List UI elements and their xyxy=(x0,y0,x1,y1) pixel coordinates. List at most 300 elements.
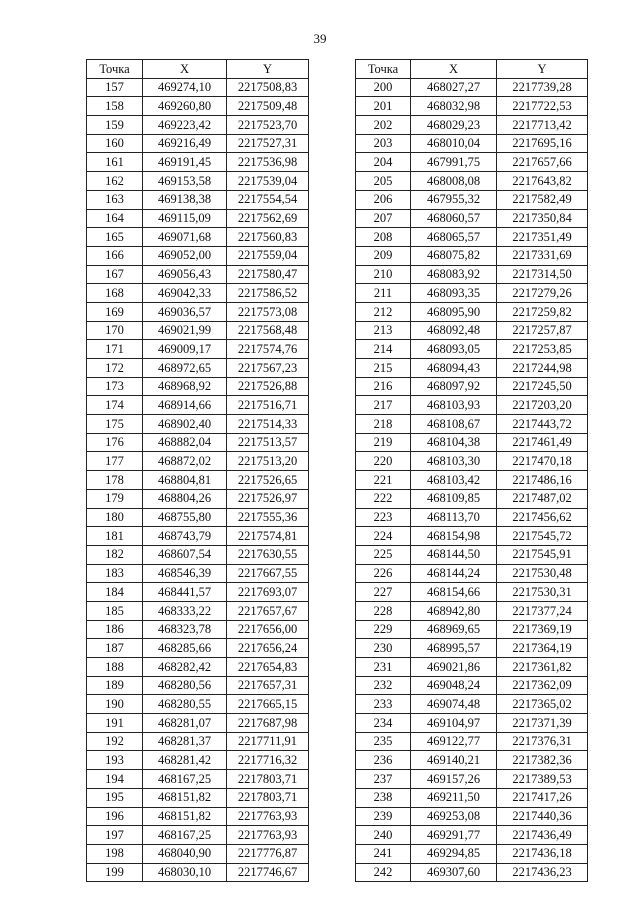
cell-y: 2217314,50 xyxy=(497,265,588,284)
cell-point: 159 xyxy=(87,116,143,135)
cell-point: 170 xyxy=(87,321,143,340)
cell-x: 468323,78 xyxy=(143,620,227,639)
table-row xyxy=(356,172,588,191)
column-header-point: Точка xyxy=(87,60,143,79)
cell-x: 469021,99 xyxy=(143,321,227,340)
cell-y: 2217722,53 xyxy=(497,97,588,116)
cell-y: 2217539,04 xyxy=(227,172,309,191)
cell-y: 2217526,97 xyxy=(227,489,309,508)
cell-y: 2217487,02 xyxy=(497,489,588,508)
cell-point: 176 xyxy=(87,433,143,452)
cell-point: 164 xyxy=(87,209,143,228)
cell-point: 228 xyxy=(356,601,411,620)
cell-x: 468095,90 xyxy=(411,302,497,321)
table-header-row xyxy=(87,60,309,79)
cell-y: 2217555,36 xyxy=(227,508,309,527)
cell-x: 468144,50 xyxy=(411,545,497,564)
table-row xyxy=(356,826,588,845)
table-row xyxy=(356,788,588,807)
cell-point: 205 xyxy=(356,172,411,191)
cell-point: 158 xyxy=(87,97,143,116)
cell-y: 2217436,18 xyxy=(497,844,588,863)
cell-x: 468441,57 xyxy=(143,583,227,602)
cell-point: 199 xyxy=(87,863,143,882)
cell-y: 2217203,20 xyxy=(497,396,588,415)
cell-y: 2217369,19 xyxy=(497,620,588,639)
cell-x: 469191,45 xyxy=(143,153,227,172)
table-row xyxy=(356,863,588,882)
table-row xyxy=(356,340,588,359)
table-row xyxy=(87,228,309,247)
cell-point: 227 xyxy=(356,583,411,602)
cell-x: 469115,09 xyxy=(143,209,227,228)
cell-point: 212 xyxy=(356,302,411,321)
cell-y: 2217586,52 xyxy=(227,284,309,303)
table-row xyxy=(87,770,309,789)
cell-x: 468029,23 xyxy=(411,116,497,135)
coordinates-table-left xyxy=(86,59,309,882)
cell-point: 184 xyxy=(87,583,143,602)
cell-x: 469104,97 xyxy=(411,714,497,733)
cell-x: 468755,80 xyxy=(143,508,227,527)
table-row xyxy=(356,377,588,396)
table-row xyxy=(87,807,309,826)
table-row xyxy=(356,284,588,303)
cell-y: 2217567,23 xyxy=(227,359,309,378)
cell-x: 468065,57 xyxy=(411,228,497,247)
table-row xyxy=(87,471,309,490)
column-header-y: Y xyxy=(497,60,588,79)
table-row xyxy=(356,489,588,508)
table-row xyxy=(87,489,309,508)
cell-point: 225 xyxy=(356,545,411,564)
cell-point: 167 xyxy=(87,265,143,284)
cell-x: 468942,80 xyxy=(411,601,497,620)
cell-y: 2217536,98 xyxy=(227,153,309,172)
cell-y: 2217508,83 xyxy=(227,78,309,97)
cell-point: 188 xyxy=(87,658,143,677)
cell-y: 2217746,67 xyxy=(227,863,309,882)
cell-point: 223 xyxy=(356,508,411,527)
cell-point: 160 xyxy=(87,134,143,153)
cell-y: 2217245,50 xyxy=(497,377,588,396)
table-row xyxy=(87,377,309,396)
table-row xyxy=(87,732,309,751)
cell-point: 238 xyxy=(356,788,411,807)
cell-point: 206 xyxy=(356,190,411,209)
table-row xyxy=(87,508,309,527)
table-row xyxy=(87,340,309,359)
table-row xyxy=(87,190,309,209)
cell-point: 210 xyxy=(356,265,411,284)
cell-x: 468103,93 xyxy=(411,396,497,415)
cell-y: 2217554,54 xyxy=(227,190,309,209)
cell-y: 2217516,71 xyxy=(227,396,309,415)
cell-point: 169 xyxy=(87,302,143,321)
cell-point: 216 xyxy=(356,377,411,396)
cell-y: 2217713,42 xyxy=(497,116,588,135)
table-row xyxy=(356,714,588,733)
cell-y: 2217656,24 xyxy=(227,639,309,658)
cell-point: 222 xyxy=(356,489,411,508)
cell-x: 468008,08 xyxy=(411,172,497,191)
cell-point: 232 xyxy=(356,676,411,695)
cell-y: 2217456,62 xyxy=(497,508,588,527)
cell-y: 2217545,72 xyxy=(497,527,588,546)
cell-y: 2217695,16 xyxy=(497,134,588,153)
cell-y: 2217530,48 xyxy=(497,564,588,583)
cell-y: 2217711,91 xyxy=(227,732,309,751)
cell-point: 218 xyxy=(356,415,411,434)
coordinates-table-right xyxy=(355,59,588,882)
cell-point: 157 xyxy=(87,78,143,97)
table-row xyxy=(87,527,309,546)
cell-point: 203 xyxy=(356,134,411,153)
table-row xyxy=(356,134,588,153)
cell-y: 2217440,36 xyxy=(497,807,588,826)
cell-y: 2217389,53 xyxy=(497,770,588,789)
cell-y: 2217365,02 xyxy=(497,695,588,714)
cell-y: 2217657,31 xyxy=(227,676,309,695)
table-row xyxy=(356,228,588,247)
cell-point: 201 xyxy=(356,97,411,116)
cell-point: 198 xyxy=(87,844,143,863)
cell-y: 2217509,48 xyxy=(227,97,309,116)
cell-x: 468060,57 xyxy=(411,209,497,228)
cell-y: 2217523,70 xyxy=(227,116,309,135)
cell-x: 468902,40 xyxy=(143,415,227,434)
cell-y: 2217657,67 xyxy=(227,601,309,620)
cell-point: 194 xyxy=(87,770,143,789)
cell-point: 168 xyxy=(87,284,143,303)
table-row xyxy=(356,452,588,471)
page-number: 39 xyxy=(313,31,327,46)
cell-y: 2217331,69 xyxy=(497,246,588,265)
cell-point: 178 xyxy=(87,471,143,490)
cell-x: 468280,56 xyxy=(143,676,227,695)
cell-x: 468969,65 xyxy=(411,620,497,639)
table-row xyxy=(356,639,588,658)
cell-point: 190 xyxy=(87,695,143,714)
cell-x: 468281,37 xyxy=(143,732,227,751)
table-row xyxy=(356,116,588,135)
cell-y: 2217376,31 xyxy=(497,732,588,751)
table-row xyxy=(356,265,588,284)
cell-x: 469291,77 xyxy=(411,826,497,845)
column-header-x: X xyxy=(411,60,497,79)
cell-point: 226 xyxy=(356,564,411,583)
cell-point: 217 xyxy=(356,396,411,415)
column-header-point: Точка xyxy=(356,60,411,79)
cell-x: 468968,92 xyxy=(143,377,227,396)
cell-point: 183 xyxy=(87,564,143,583)
cell-x: 468167,25 xyxy=(143,770,227,789)
cell-point: 230 xyxy=(356,639,411,658)
cell-point: 172 xyxy=(87,359,143,378)
table-row xyxy=(356,770,588,789)
table-row xyxy=(356,153,588,172)
cell-point: 185 xyxy=(87,601,143,620)
cell-y: 2217803,71 xyxy=(227,788,309,807)
cell-point: 191 xyxy=(87,714,143,733)
cell-x: 469216,49 xyxy=(143,134,227,153)
cell-x: 468030,10 xyxy=(143,863,227,882)
cell-y: 2217657,66 xyxy=(497,153,588,172)
cell-point: 165 xyxy=(87,228,143,247)
cell-y: 2217530,31 xyxy=(497,583,588,602)
table-row xyxy=(356,751,588,770)
cell-point: 174 xyxy=(87,396,143,415)
table-row xyxy=(356,97,588,116)
cell-y: 2217461,49 xyxy=(497,433,588,452)
table-row xyxy=(87,601,309,620)
cell-point: 175 xyxy=(87,415,143,434)
cell-point: 193 xyxy=(87,751,143,770)
table-row xyxy=(87,583,309,602)
cell-x: 468804,81 xyxy=(143,471,227,490)
cell-y: 2217580,47 xyxy=(227,265,309,284)
table-row xyxy=(87,863,309,882)
cell-x: 468097,92 xyxy=(411,377,497,396)
cell-x: 468154,66 xyxy=(411,583,497,602)
cell-x: 469052,00 xyxy=(143,246,227,265)
cell-y: 2217643,82 xyxy=(497,172,588,191)
cell-point: 202 xyxy=(356,116,411,135)
cell-x: 469056,43 xyxy=(143,265,227,284)
cell-point: 195 xyxy=(87,788,143,807)
table-row xyxy=(87,415,309,434)
cell-x: 469274,10 xyxy=(143,78,227,97)
cell-y: 2217361,82 xyxy=(497,658,588,677)
cell-y: 2217763,93 xyxy=(227,826,309,845)
table-row xyxy=(87,321,309,340)
table-row xyxy=(87,78,309,97)
table-row xyxy=(87,695,309,714)
cell-point: 161 xyxy=(87,153,143,172)
cell-x: 469260,80 xyxy=(143,97,227,116)
cell-x: 468113,70 xyxy=(411,508,497,527)
cell-point: 219 xyxy=(356,433,411,452)
cell-x: 469211,50 xyxy=(411,788,497,807)
cell-point: 163 xyxy=(87,190,143,209)
cell-y: 2217582,49 xyxy=(497,190,588,209)
table-row xyxy=(356,732,588,751)
table-row xyxy=(87,620,309,639)
cell-y: 2217667,55 xyxy=(227,564,309,583)
cell-y: 2217803,71 xyxy=(227,770,309,789)
table-row xyxy=(87,134,309,153)
table-row xyxy=(87,788,309,807)
cell-y: 2217562,69 xyxy=(227,209,309,228)
cell-y: 2217527,31 xyxy=(227,134,309,153)
cell-point: 208 xyxy=(356,228,411,247)
table-row xyxy=(356,190,588,209)
cell-point: 196 xyxy=(87,807,143,826)
cell-point: 166 xyxy=(87,246,143,265)
table-row xyxy=(87,751,309,770)
cell-x: 467955,32 xyxy=(411,190,497,209)
table-row xyxy=(356,396,588,415)
cell-y: 2217776,87 xyxy=(227,844,309,863)
cell-point: 186 xyxy=(87,620,143,639)
cell-y: 2217377,24 xyxy=(497,601,588,620)
cell-y: 2217436,49 xyxy=(497,826,588,845)
cell-point: 192 xyxy=(87,732,143,751)
table-row xyxy=(356,433,588,452)
cell-x: 468040,90 xyxy=(143,844,227,863)
table-row xyxy=(356,209,588,228)
table-row xyxy=(356,302,588,321)
table-row xyxy=(87,676,309,695)
cell-y: 2217513,20 xyxy=(227,452,309,471)
cell-x: 468075,82 xyxy=(411,246,497,265)
cell-x: 468281,07 xyxy=(143,714,227,733)
table-row xyxy=(87,844,309,863)
cell-x: 469153,58 xyxy=(143,172,227,191)
cell-x: 469009,17 xyxy=(143,340,227,359)
cell-x: 469138,38 xyxy=(143,190,227,209)
table-row xyxy=(356,807,588,826)
cell-x: 468093,05 xyxy=(411,340,497,359)
cell-y: 2217259,82 xyxy=(497,302,588,321)
table-row xyxy=(356,246,588,265)
cell-y: 2217470,18 xyxy=(497,452,588,471)
table-row xyxy=(87,265,309,284)
cell-x: 469223,42 xyxy=(143,116,227,135)
table-row xyxy=(87,97,309,116)
cell-point: 211 xyxy=(356,284,411,303)
cell-point: 239 xyxy=(356,807,411,826)
cell-x: 468151,82 xyxy=(143,788,227,807)
cell-x: 468154,98 xyxy=(411,527,497,546)
cell-x: 468280,55 xyxy=(143,695,227,714)
table-row xyxy=(87,396,309,415)
table-row xyxy=(356,620,588,639)
cell-y: 2217443,72 xyxy=(497,415,588,434)
cell-y: 2217716,32 xyxy=(227,751,309,770)
column-header-y: Y xyxy=(227,60,309,79)
table-row xyxy=(356,471,588,490)
cell-y: 2217763,93 xyxy=(227,807,309,826)
cell-x: 469074,48 xyxy=(411,695,497,714)
cell-y: 2217253,85 xyxy=(497,340,588,359)
table-row xyxy=(87,564,309,583)
cell-x: 468972,65 xyxy=(143,359,227,378)
cell-point: 187 xyxy=(87,639,143,658)
cell-x: 468092,48 xyxy=(411,321,497,340)
table-row xyxy=(356,564,588,583)
cell-point: 213 xyxy=(356,321,411,340)
cell-x: 468872,02 xyxy=(143,452,227,471)
cell-y: 2217574,76 xyxy=(227,340,309,359)
cell-point: 224 xyxy=(356,527,411,546)
table-row xyxy=(356,508,588,527)
cell-point: 177 xyxy=(87,452,143,471)
cell-point: 215 xyxy=(356,359,411,378)
table-row xyxy=(356,676,588,695)
cell-y: 2217364,19 xyxy=(497,639,588,658)
cell-x: 469042,33 xyxy=(143,284,227,303)
cell-point: 236 xyxy=(356,751,411,770)
cell-x: 468104,38 xyxy=(411,433,497,452)
cell-point: 189 xyxy=(87,676,143,695)
table-row xyxy=(87,172,309,191)
table-row xyxy=(87,209,309,228)
table-row xyxy=(356,359,588,378)
table-row xyxy=(356,321,588,340)
cell-x: 468108,67 xyxy=(411,415,497,434)
cell-y: 2217574,81 xyxy=(227,527,309,546)
cell-x: 468027,27 xyxy=(411,78,497,97)
cell-point: 171 xyxy=(87,340,143,359)
table-row xyxy=(87,658,309,677)
cell-x: 468167,25 xyxy=(143,826,227,845)
table-row xyxy=(356,583,588,602)
cell-point: 221 xyxy=(356,471,411,490)
table-row xyxy=(356,658,588,677)
cell-point: 241 xyxy=(356,844,411,863)
cell-y: 2217687,98 xyxy=(227,714,309,733)
cell-y: 2217693,07 xyxy=(227,583,309,602)
cell-point: 197 xyxy=(87,826,143,845)
cell-x: 469048,24 xyxy=(411,676,497,695)
table-row xyxy=(87,452,309,471)
cell-point: 162 xyxy=(87,172,143,191)
table-row xyxy=(87,246,309,265)
cell-point: 173 xyxy=(87,377,143,396)
cell-y: 2217486,16 xyxy=(497,471,588,490)
cell-y: 2217371,39 xyxy=(497,714,588,733)
table-row xyxy=(87,545,309,564)
cell-x: 468282,42 xyxy=(143,658,227,677)
cell-point: 180 xyxy=(87,508,143,527)
cell-y: 2217351,49 xyxy=(497,228,588,247)
cell-x: 468546,39 xyxy=(143,564,227,583)
cell-point: 200 xyxy=(356,78,411,97)
cell-y: 2217560,83 xyxy=(227,228,309,247)
table-row xyxy=(87,359,309,378)
cell-x: 468285,66 xyxy=(143,639,227,658)
table-row xyxy=(87,153,309,172)
cell-x: 468743,79 xyxy=(143,527,227,546)
cell-x: 469021,86 xyxy=(411,658,497,677)
table-row xyxy=(356,545,588,564)
cell-x: 469307,60 xyxy=(411,863,497,882)
cell-y: 2217526,88 xyxy=(227,377,309,396)
cell-x: 468010,04 xyxy=(411,134,497,153)
cell-x: 469294,85 xyxy=(411,844,497,863)
cell-point: 240 xyxy=(356,826,411,845)
cell-point: 237 xyxy=(356,770,411,789)
cell-y: 2217279,26 xyxy=(497,284,588,303)
cell-x: 468109,85 xyxy=(411,489,497,508)
cell-y: 2217559,04 xyxy=(227,246,309,265)
table-row xyxy=(87,714,309,733)
cell-point: 214 xyxy=(356,340,411,359)
table-row xyxy=(87,284,309,303)
cell-y: 2217362,09 xyxy=(497,676,588,695)
cell-y: 2217382,36 xyxy=(497,751,588,770)
table-row xyxy=(356,527,588,546)
table-row xyxy=(87,433,309,452)
cell-x: 468032,98 xyxy=(411,97,497,116)
table-row xyxy=(87,826,309,845)
cell-y: 2217654,83 xyxy=(227,658,309,677)
cell-x: 468103,30 xyxy=(411,452,497,471)
cell-point: 209 xyxy=(356,246,411,265)
cell-y: 2217513,57 xyxy=(227,433,309,452)
cell-x: 468083,92 xyxy=(411,265,497,284)
